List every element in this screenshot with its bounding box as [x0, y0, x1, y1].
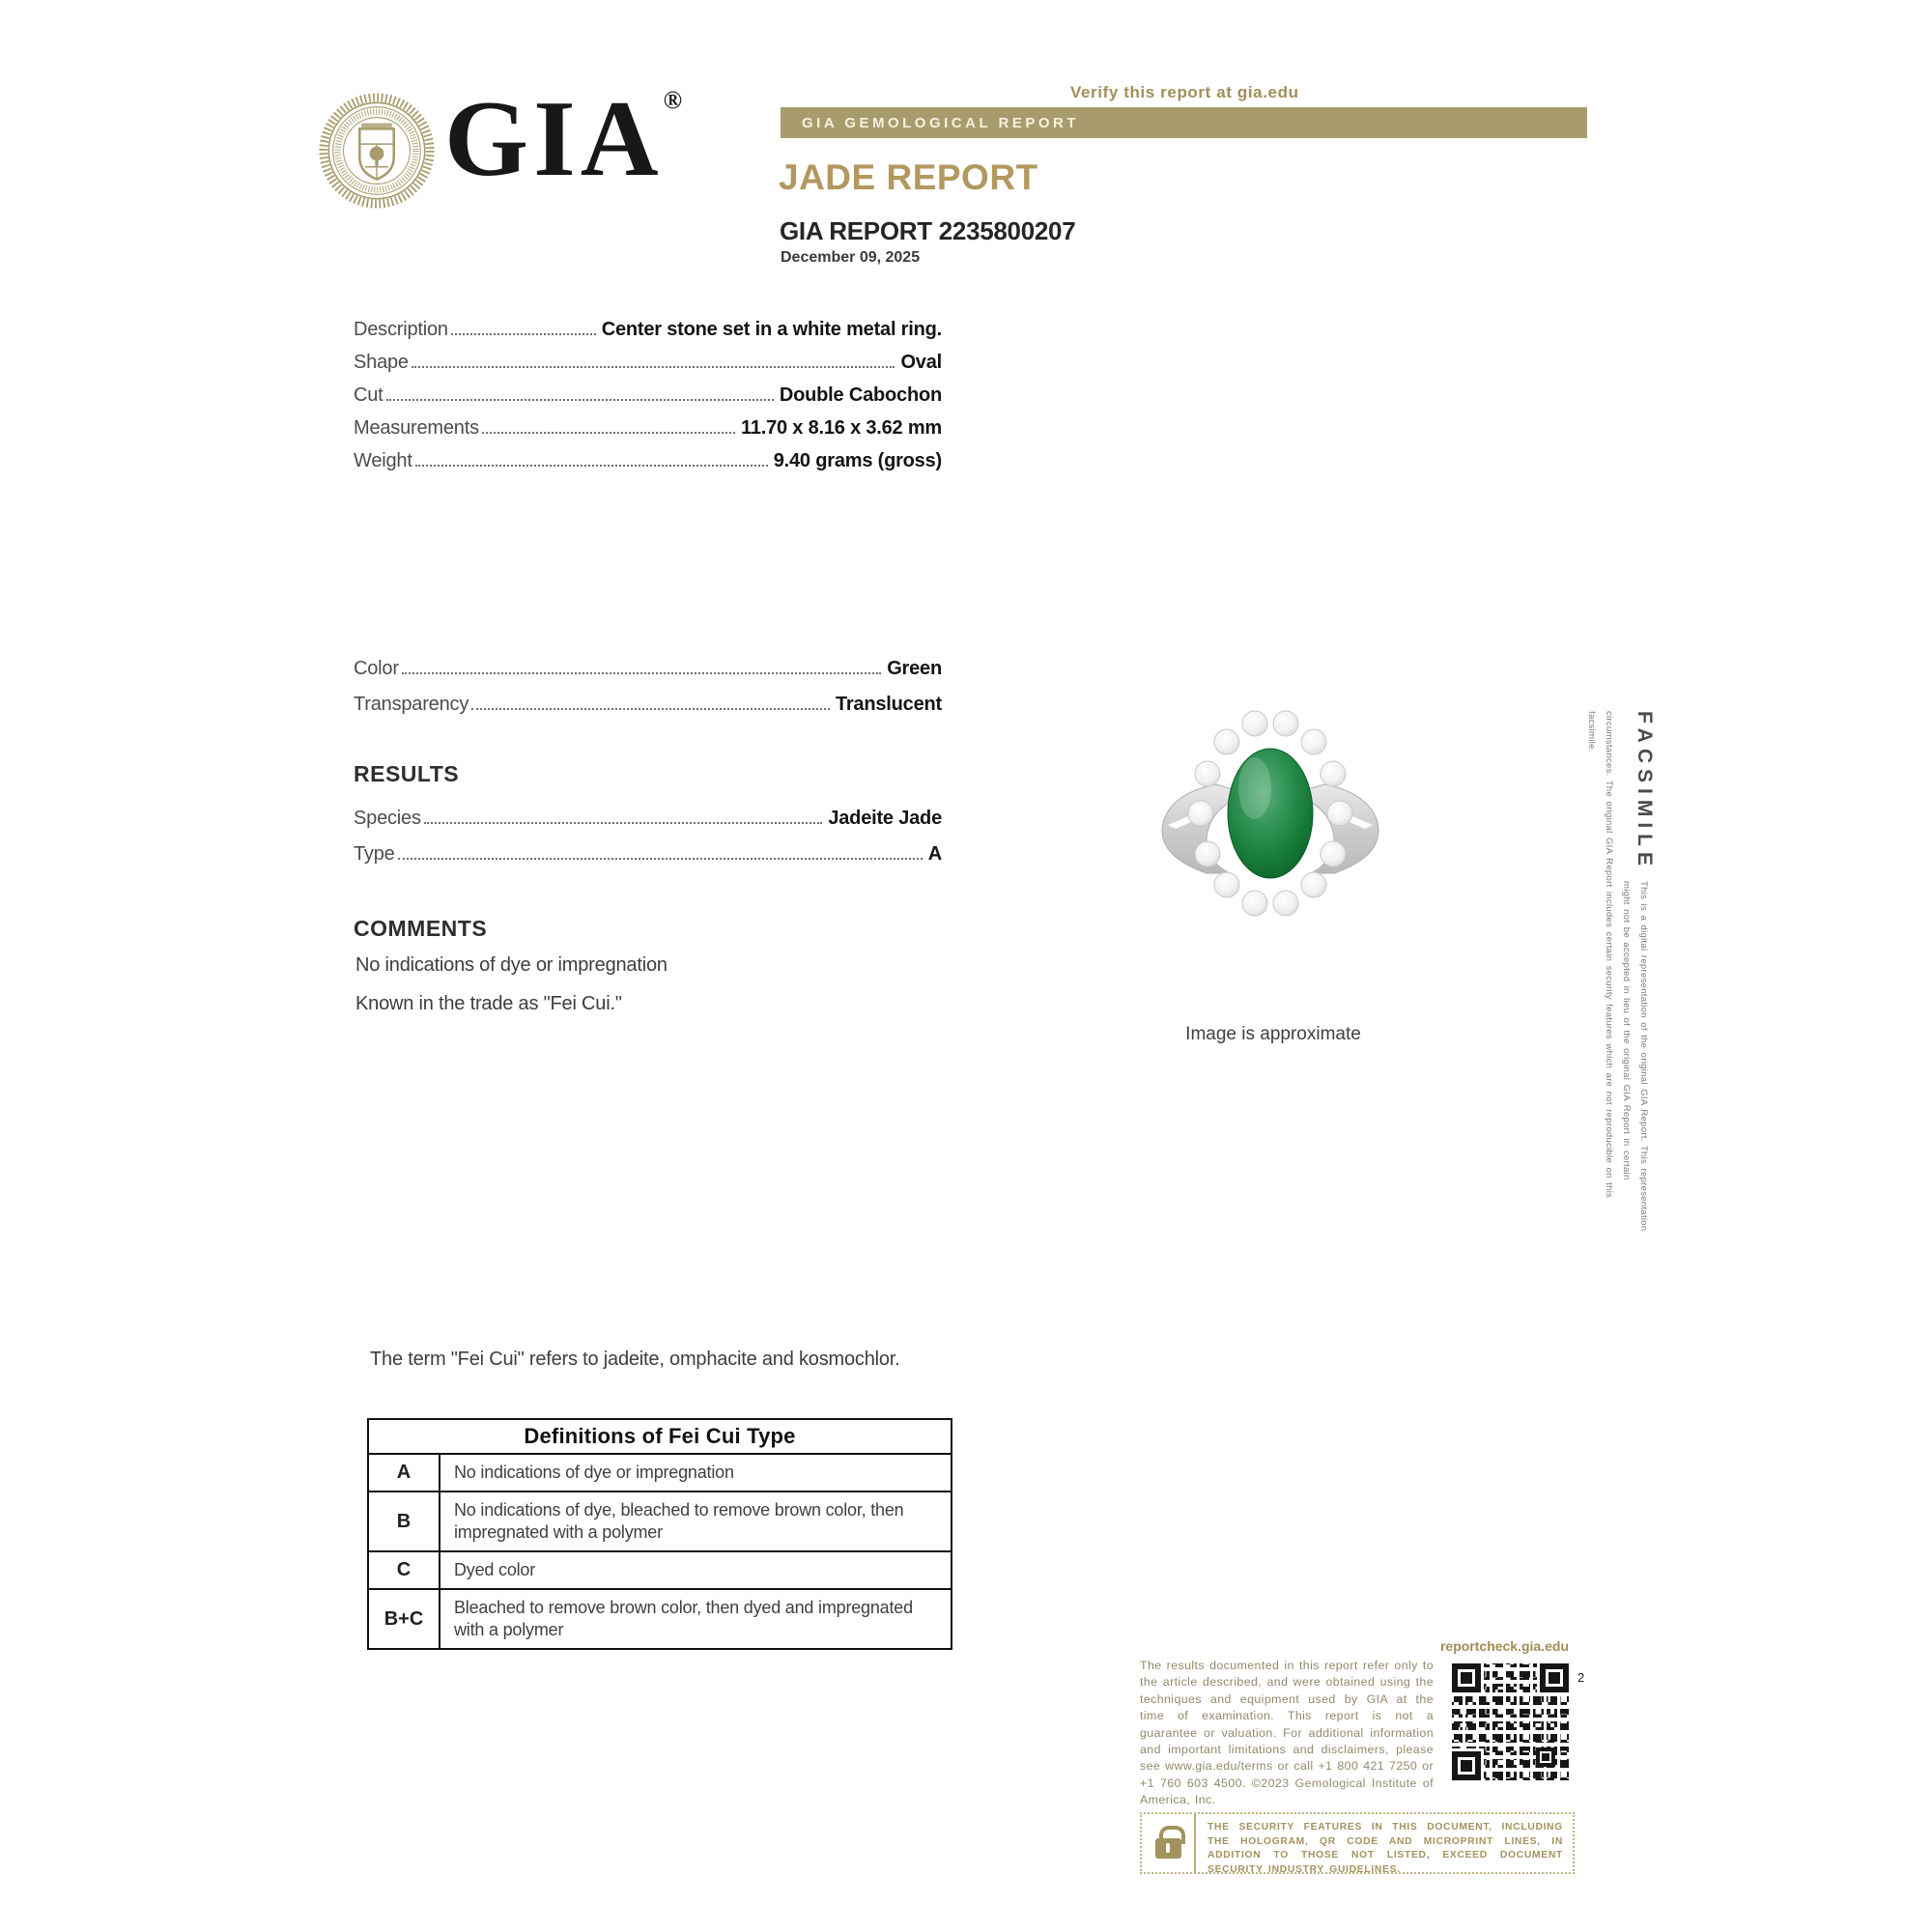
field-value: Center stone set in a white metal ring.: [601, 319, 942, 340]
dotted-leader: [415, 465, 768, 467]
type-cell: B+C: [368, 1589, 440, 1649]
table-row: [368, 1454, 952, 1492]
dotted-leader: [451, 333, 596, 335]
gia-seal-icon: [315, 89, 439, 213]
type-cell: C: [368, 1551, 440, 1589]
registered-mark: ®: [663, 86, 683, 114]
qr-alignment-icon: [1536, 1747, 1555, 1767]
field-value: 11.70 x 8.16 x 3.62 mm: [741, 417, 942, 439]
field-row-weight: [354, 450, 942, 483]
field-label: Type: [354, 843, 395, 865]
dotted-leader: [482, 432, 735, 434]
field-row-shape: [354, 352, 942, 384]
dotted-leader: [424, 822, 823, 824]
report-date: December 09, 2025: [781, 249, 921, 266]
report-number: GIA REPORT 2235800207: [780, 216, 1076, 245]
field-row-transparency: [354, 694, 942, 729]
field-value: Green: [887, 658, 942, 679]
identification-fields: [354, 319, 942, 483]
results-fields: [354, 808, 942, 879]
qr-code: [1452, 1663, 1569, 1780]
field-label: Shape: [354, 352, 409, 373]
facsimile-title: FACSIMILE: [1634, 711, 1656, 872]
disclaimer-text: The results documented in this report refer only to the article described, and were obtained using the techniques and equipment used by GIA at the time of examination. This report is not a guarantee or valuation. For additional information and important limitations and disclaimers, please see www.gia.edu/terms or call +1 800 421 7250 or +1 760 603 4500. ©2023 Gemological Institute of America, Inc.: [1140, 1659, 1434, 1807]
qr-finder-icon: [1540, 1663, 1569, 1692]
dotted-leader: [398, 858, 923, 860]
qr-finder-icon: [1452, 1663, 1481, 1692]
field-row-description: [354, 319, 942, 352]
table-row: [368, 1589, 952, 1649]
gia-logo-wordmark: GIA®: [444, 79, 683, 199]
qr-finder-icon: [1452, 1751, 1481, 1780]
table-row: [368, 1492, 952, 1551]
dotted-leader: [471, 708, 830, 710]
comment-line: Known in the trade as "Fei Cui.": [355, 993, 622, 1014]
field-value: A: [927, 843, 942, 865]
definition-cell: Dyed color: [440, 1551, 952, 1589]
security-notice-text: THE SECURITY FEATURES IN THIS DOCUMENT, INCLUDING THE HOLOGRAM, QR CODE AND MICROPRINT LINES, IN ADDITION TO THOSE NOT LISTED, EXCEED DOCUMENT SECURITY INDUSTRY GUIDELINES.: [1208, 1822, 1563, 1875]
field-label: Description: [354, 319, 448, 340]
verify-report-link[interactable]: Verify this report at gia.edu: [1070, 83, 1299, 101]
facsimile-text: This is a digital representation of the original GIA Report. This representation might not be accepted in lieu of the original GIA Report in certain circumstances. The original GIA Report includes certain security features which are not reproducible on this facsimile.: [1586, 711, 1649, 1232]
field-value: 9.40 grams (gross): [773, 450, 942, 471]
results-heading: RESULTS: [354, 761, 460, 786]
page-number: 2: [1577, 1670, 1585, 1685]
lock-icon: [1155, 1838, 1181, 1859]
field-label: Cut: [354, 384, 384, 406]
dotted-leader: [402, 672, 881, 674]
field-label: Weight: [354, 450, 412, 471]
field-row-color: [354, 658, 942, 694]
report-type-banner: GIA GEMOLOGICAL REPORT: [781, 107, 1587, 138]
jade-ring-image: [1152, 697, 1394, 939]
table-row: [368, 1551, 952, 1589]
dotted-leader: [412, 366, 895, 368]
definition-cell: Bleached to remove brown color, then dyed and impregnated with a polymer: [440, 1589, 952, 1649]
type-cell: A: [368, 1454, 440, 1492]
comments-heading: COMMENTS: [354, 916, 488, 941]
fei-cui-definitions-table: [367, 1418, 952, 1650]
facsimile-notice: [1584, 711, 1654, 1233]
image-caption: Image is approximate: [1185, 1024, 1361, 1044]
lock-cell: [1142, 1814, 1196, 1872]
field-label: Transparency: [354, 694, 469, 715]
field-value: Translucent: [835, 694, 942, 715]
definition-cell: No indications of dye, bleached to remove brown color, then impregnated with a polymer: [440, 1492, 952, 1551]
field-value: Oval: [900, 352, 942, 373]
field-label: Color: [354, 658, 399, 679]
table-title: Definitions of Fei Cui Type: [368, 1419, 952, 1454]
dotted-leader: [386, 399, 774, 401]
field-row-type: [354, 843, 942, 879]
fei-cui-note: The term "Fei Cui" refers to jadeite, omphacite and kosmochlor.: [370, 1349, 900, 1370]
field-value: Double Cabochon: [779, 384, 942, 406]
field-label: Measurements: [354, 417, 479, 439]
field-row-measurements: [354, 417, 942, 450]
grading-fields: [354, 658, 942, 729]
type-cell: B: [368, 1492, 440, 1551]
field-row-cut: [354, 384, 942, 417]
page-title: JADE REPORT: [779, 157, 1038, 197]
field-row-species: [354, 808, 942, 843]
field-value: Jadeite Jade: [828, 808, 942, 829]
security-notice-box: [1140, 1812, 1575, 1874]
comment-line: No indications of dye or impregnation: [355, 954, 668, 976]
field-label: Species: [354, 808, 421, 829]
report-check-link[interactable]: reportcheck.gia.edu: [1439, 1638, 1569, 1654]
definition-cell: No indications of dye or impregnation: [440, 1454, 952, 1492]
